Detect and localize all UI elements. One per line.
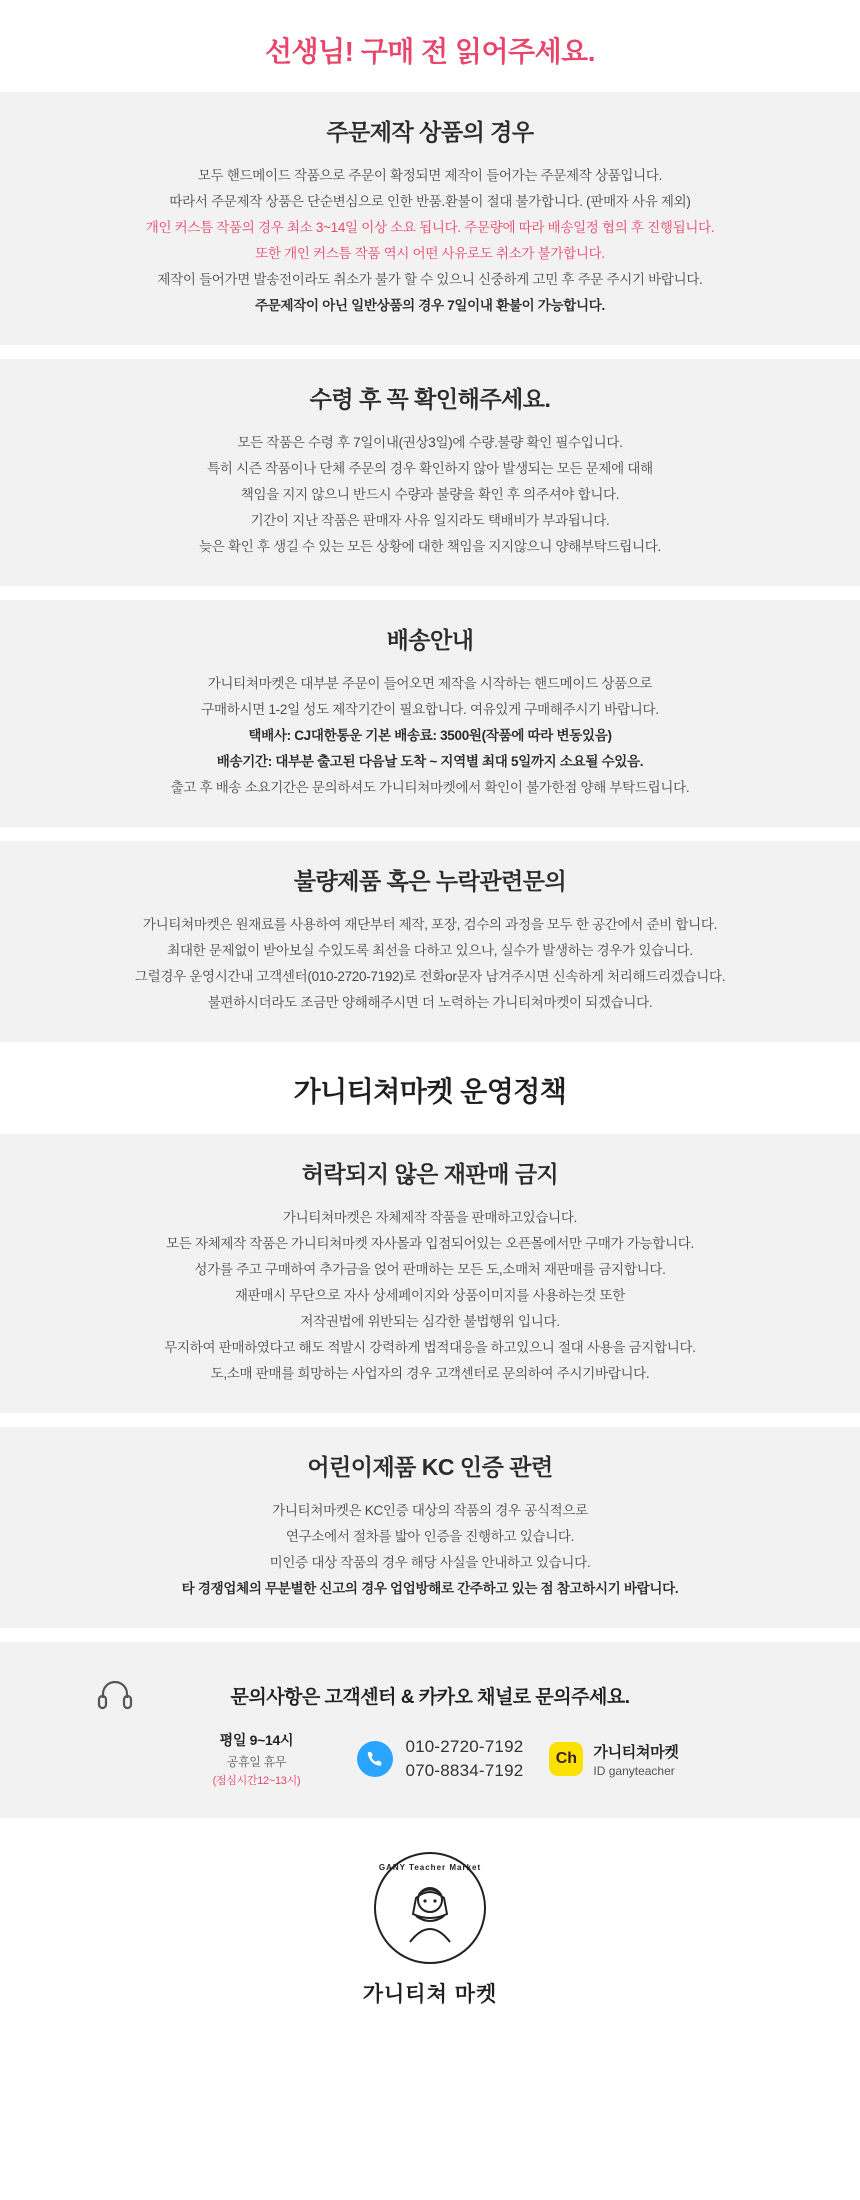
section-line: 가니티쳐마켓은 대부분 주문이 들어오면 제작을 시작하는 핸드메이드 상품으로 — [207, 676, 653, 691]
section-line: 연구소에서 절차를 밟아 인증을 진행하고 있습니다. — [285, 1529, 575, 1544]
section-after-receipt — [0, 359, 860, 586]
section-line: 모든 작품은 수령 후 7일이내(권상3일)에 수량.불량 확인 필수입니다. — [237, 435, 623, 450]
spacer — [0, 1413, 860, 1427]
phone-block[interactable] — [357, 1735, 523, 1783]
logo-arc-text: GANY Teacher Market — [378, 1863, 482, 1872]
hours-main: 평일 9~14시 — [219, 1732, 294, 1748]
section-line: 책임을 지지 않으니 반드시 수량과 불량을 확인 후 의주셔야 합니다. — [240, 487, 620, 502]
phone-number-2: 070-8834-7192 — [405, 1761, 524, 1780]
spacer — [0, 586, 860, 600]
section-line: 성가를 주고 구매하여 추가금을 얹어 판매하는 모든 도,소매처 재판매를 금지합니다. — [194, 1262, 666, 1277]
hours-note: (점심시간12~13시) — [212, 1775, 301, 1787]
kakao-channel-name: 가니티쳐마켓 — [593, 1743, 679, 1761]
hours-text-block — [181, 1730, 331, 1788]
section-line: 출고 후 배송 소요기간은 문의하셔도 가니티쳐마켓에서 확인이 불가한점 양해 부탁드립니다. — [170, 780, 690, 795]
section-order-made — [0, 92, 860, 345]
section-line: 가니티쳐마켓은 원재료를 사용하여 재단부터 제작, 포장, 검수의 과정을 모두 한 공간에서 준비 합니다. — [142, 917, 718, 932]
section-line: 타 경쟁업체의 무분별한 신고의 경우 업업방해로 간주하고 있는 점 참고하시기 바랍니다. — [181, 1581, 679, 1596]
section-line: 최대한 문제없이 받아보실 수있도록 최선을 다하고 있으나, 실수가 발생하는 경우가 있습니다. — [167, 943, 693, 958]
section-line: 가니티쳐마켓은 자체제작 작품을 판매하고있습니다. — [282, 1210, 578, 1225]
logo-brand-text: 가니티쳐 마켓 — [362, 1983, 498, 2006]
logo-character-icon — [376, 1854, 484, 1962]
section-title: 어린이제품 KC 인증 관련 — [307, 1454, 553, 1480]
headset-icon — [95, 1674, 135, 1714]
section-line: 재판매시 무단으로 자사 상세페이지와 상품이미지를 사용하는것 또한 — [234, 1288, 626, 1303]
section-title: 배송안내 — [386, 627, 474, 653]
footer-logo — [0, 1818, 860, 2042]
section-line: 도,소매 판매를 희망하는 사업자의 경우 고객센터로 문의하여 주시기바랍니다. — [210, 1366, 650, 1381]
contact-title: 문의사항은 고객센터 & 카카오 채널로 문의주세요. — [230, 1686, 630, 1708]
section-title: 수령 후 꼭 확인해주세요. — [309, 386, 551, 412]
section-line: 기간이 지난 작품은 판매자 사유 일지라도 택배비가 부과됩니다. — [250, 513, 610, 528]
spacer — [0, 345, 860, 359]
handset-icon — [365, 1749, 385, 1769]
section-line: 가니티쳐마켓은 KC인증 대상의 작품의 경우 공식적으로 — [272, 1503, 588, 1518]
phone-number-1: 010-2720-7192 — [405, 1737, 524, 1756]
section-title: 주문제작 상품의 경우 — [326, 119, 534, 145]
section-line: 미인증 대상 작품의 경우 해당 사실을 안내하고 있습니다. — [269, 1555, 591, 1570]
spacer — [0, 1628, 860, 1642]
section-line: 특히 시즌 작품이나 단체 주문의 경우 확인하지 않아 발생되는 모든 문제에 대해 — [207, 461, 653, 476]
page-title: 선생님! 구매 전 읽어주세요. — [0, 0, 860, 92]
section-line: 늦은 확인 후 생길 수 있는 모든 상황에 대한 책임을 지지않으니 양해부탁드립니다. — [199, 539, 661, 554]
policy-title: 가니티쳐마켓 운영정책 — [293, 1076, 567, 1107]
section-line: 무지하여 판매하였다고 해도 적발시 강력하게 법적대응을 하고있으니 절대 사용을 금지합니다. — [164, 1340, 696, 1355]
section-line: 제작이 들어가면 발송전이라도 취소가 불가 할 수 있으니 신중하게 고민 후 주문 주시기 바랍니다. — [157, 272, 703, 287]
section-kc-certification — [0, 1427, 860, 1628]
section-line: 주문제작이 아닌 일반상품의 경우 7일이내 환불이 가능합니다. — [255, 298, 605, 313]
section-line: 따라서 주문제작 상품은 단순변심으로 인한 반품.환불이 절대 불가합니다. (판매자 사유 제외) — [169, 194, 691, 209]
phone-numbers — [405, 1735, 523, 1783]
kakao-block[interactable] — [549, 1741, 678, 1778]
section-line: 모든 자체제작 작품은 가니티쳐마켓 자사몰과 입점되어있는 오픈몰에서만 구매가 가능합니다. — [166, 1236, 694, 1251]
section-line: 모두 핸드메이드 작품으로 주문이 확정되면 제작이 들어가는 주문제작 상품입니다. — [197, 168, 663, 183]
section-line: 저작권법에 위반되는 심각한 불법행위 입니다. — [300, 1314, 560, 1329]
section-line: 개인 커스틈 작품의 경우 최소 3~14일 이상 소요 됩니다. 주문량에 따라 배송일정 협의 후 진행됩니다. — [145, 220, 715, 235]
section-resale-ban — [0, 1134, 860, 1413]
section-line: 또한 개인 커스틈 작품 역시 어떤 사유로도 취소가 불가합니다. — [255, 246, 605, 261]
hours-block — [40, 1674, 190, 1720]
section-line: 불편하시더라도 조금만 양해해주시면 더 노력하는 가니티쳐마켓이 되겠습니다. — [207, 995, 653, 1010]
spacer — [0, 827, 860, 841]
phone-icon — [357, 1741, 393, 1777]
logo-circle — [374, 1852, 486, 1964]
section-line: 배송기간: 대부분 출고된 다음날 도착 ~ 지역별 최대 5일까지 소요될 수있음. — [216, 754, 644, 769]
contact-section — [0, 1642, 860, 1818]
section-defect-inquiry — [0, 841, 860, 1042]
policy-heading-band — [0, 1042, 860, 1134]
kakao-channel-icon: Ch — [549, 1742, 583, 1776]
section-line: 택배사: CJ대한통운 기본 배송료: 3500원(작품에 따라 변동있음) — [248, 728, 612, 743]
kakao-channel-id: ID ganyteacher — [593, 1763, 675, 1778]
section-shipping — [0, 600, 860, 827]
section-line: 그럴경우 운영시간내 고객센터(010-2720-7192)로 전화or문자 남겨주시면 신속하게 처리해드리겠습니다. — [134, 969, 726, 984]
hours-sub: 공휴일 휴무 — [226, 1755, 287, 1769]
section-title: 허락되지 않은 재판매 금지 — [301, 1161, 559, 1187]
section-title: 불량제품 혹은 누락관련문의 — [293, 868, 567, 894]
section-line: 구매하시면 1-2일 성도 제작기간이 필요합니다. 여유있게 구매해주시기 바랍니다. — [201, 702, 659, 717]
